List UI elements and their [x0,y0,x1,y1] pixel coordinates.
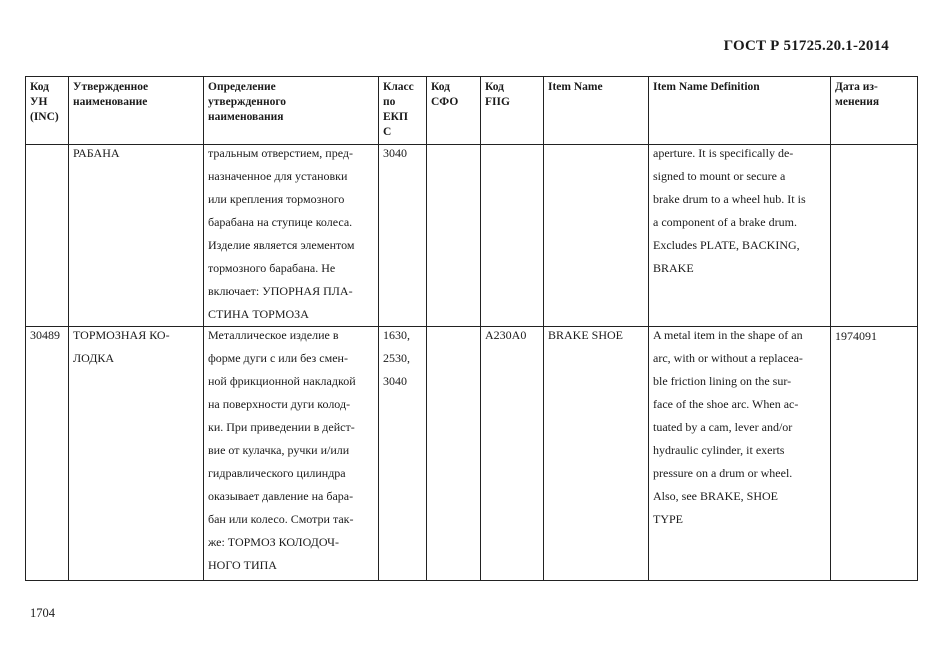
cell-fiig-code: A230A0 [481,327,544,581]
catalog-table [25,76,918,581]
document-code-header: ГОСТ Р 51725.20.1-2014 [723,38,889,54]
cell-fiig-code [481,145,544,327]
table-row [26,145,918,327]
cell-sfo-code [427,327,481,581]
header-sfo-code: Код СФО [427,77,481,145]
cell-inc: 30489 [26,327,69,581]
cell-ekps-class: 3040 [379,145,427,327]
header-item-name: Item Name [544,77,649,145]
header-inc: Код УН (INC) [26,77,69,145]
cell-sfo-code [427,145,481,327]
page-number: 1704 [30,606,55,620]
header-approved-name: Утвержденное наименование [69,77,204,145]
cell-inc [26,145,69,327]
header-fiig-code: Код FIIG [481,77,544,145]
cell-approved-name: ТОРМОЗНАЯ КО- ЛОДКА [69,327,204,581]
cell-name-definition: тральным отверстием, пред- назначенное для установки или крепления тормозного барабана на ступице колеса. Изделие является элементом тормозного барабана. Не включает: УПОРНАЯ ПЛА- СТИНА ТОРМОЗА [204,145,379,327]
table-row [26,327,918,581]
cell-approved-name: РАБАНА [69,145,204,327]
cell-change-date [831,145,918,327]
cell-change-date: 1974091 [831,327,918,581]
header-ekps-class: Класс по ЕКП С [379,77,427,145]
cell-ekps-class: 1630, 2530, 3040 [379,327,427,581]
cell-item-definition: aperture. It is specifically de- signed to mount or secure a brake drum to a wheel hub. It is a component of a brake drum. Excludes PLATE, BACKING, BRAKE [649,145,831,327]
cell-item-name [544,145,649,327]
header-name-definition: Определение утвержденного наименования [204,77,379,145]
header-item-name-definition: Item Name Definition [649,77,831,145]
cell-item-name: BRAKE SHOE [544,327,649,581]
table-header-row [26,77,918,145]
cell-item-definition: A metal item in the shape of an arc, with or without a replacea- ble friction lining on the sur- face of the shoe arc. When ac- tuated by a cam, lever and/or hydraulic cylinder, it exerts pressure on a drum or wheel. Also, see BRAKE, SHOE TYPE [649,327,831,581]
header-change-date: Дата из- менения [831,77,918,145]
cell-name-definition: Металлическое изделие в форме дуги с или без смен- ной фрикционной накладкой на поверхности дуги колод- ки. При приведении в дейст- вие от кулачка, ручки и/или гидравлического цилиндра оказывает давление на бара- бан или колесо. Смотри так- же: ТОРМОЗ КОЛОДОЧ- НОГО ТИПА [204,327,379,581]
